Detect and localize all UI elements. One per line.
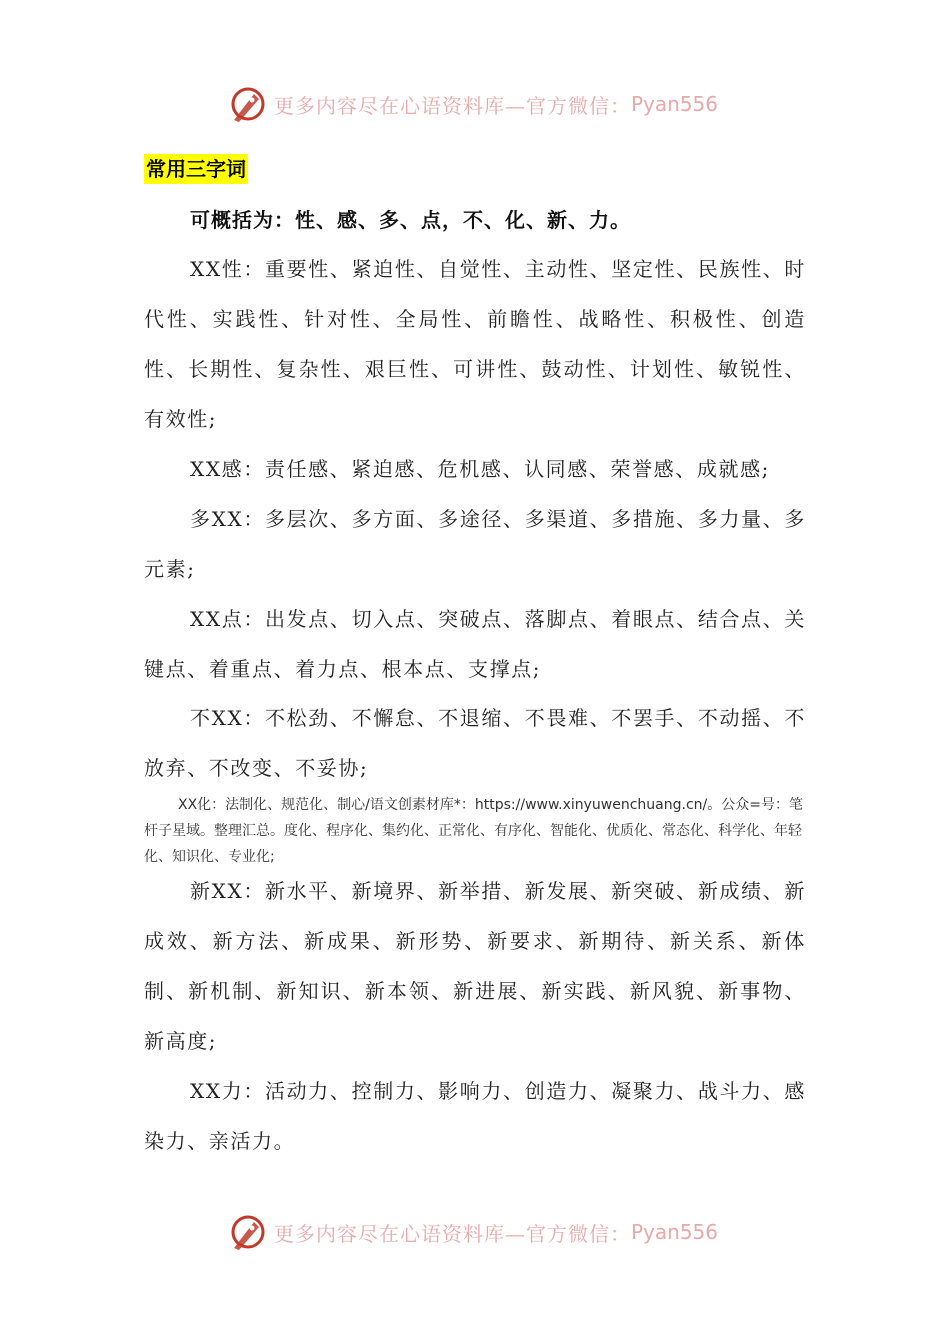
paragraph-li: XX力：活动力、控制力、影响力、创造力、凝聚力、战斗力、感染力、亲活力。 [144,1079,806,1153]
paragraph-xin: 新XX：新水平、新境界、新举措、新发展、新突破、新成绩、新成效、新方法、新成果、新形势、新要求、新期待、新关系、新体制、新机制、新知识、新本领、新进展、新实践、新风貌、新事物、新高度; [144,879,806,1053]
paragraph-hua: XX化：法制化、规范化、制心/语文创素材库*：https://www.xinyuwenchuang.cn/。公众=号：笔杆子星域。整理汇总。度化、程序化、集约化、正常化、有序化、智能化、优质化、常态化、科学化、年轻化、知识化、专业化; [144,797,803,865]
banner-text: 更多内容尽在心语资料库—官方微信： [274,93,631,118]
pen-nib-logo-icon [228,1212,268,1252]
paragraph-duo: 多XX：多层次、多方面、多途径、多渠道、多措施、多力量、多元素; [144,507,806,581]
banner-wechat-id: Pyan556 [631,1220,719,1244]
paragraph-bu: 不XX：不松劲、不懈怠、不退缩、不畏难、不罢手、不动摇、不放弃、不改变、不妥协; [144,706,806,780]
banner-text: 更多内容尽在心语资料库—官方微信： [274,1221,631,1246]
header-watermark-banner [228,82,728,126]
paragraph-dian: XX点：出发点、切入点、突破点、落脚点、着眼点、结合点、关键点、着重点、着力点、根本点、支撑点; [144,607,806,681]
summary-line: 可概括为：性、感、多、点，不、化、新、力。 [190,208,631,232]
section-heading: 常用三字词 [144,154,248,184]
paragraph-gan: XX感：责任感、紧迫感、危机感、认同感、荣誉感、成就感; [190,457,771,481]
pen-nib-logo-icon [228,84,268,124]
banner-wechat-id: Pyan556 [631,92,719,116]
footer-watermark-banner [228,1210,728,1254]
paragraph-xing: XX性：重要性、紧迫性、自觉性、主动性、坚定性、民族性、时代性、实践性、针对性、全局性、前瞻性、战略性、积极性、创造性、长期性、复杂性、艰巨性、可讲性、鼓动性、计划性、敏锐性、有效性; [144,257,806,431]
